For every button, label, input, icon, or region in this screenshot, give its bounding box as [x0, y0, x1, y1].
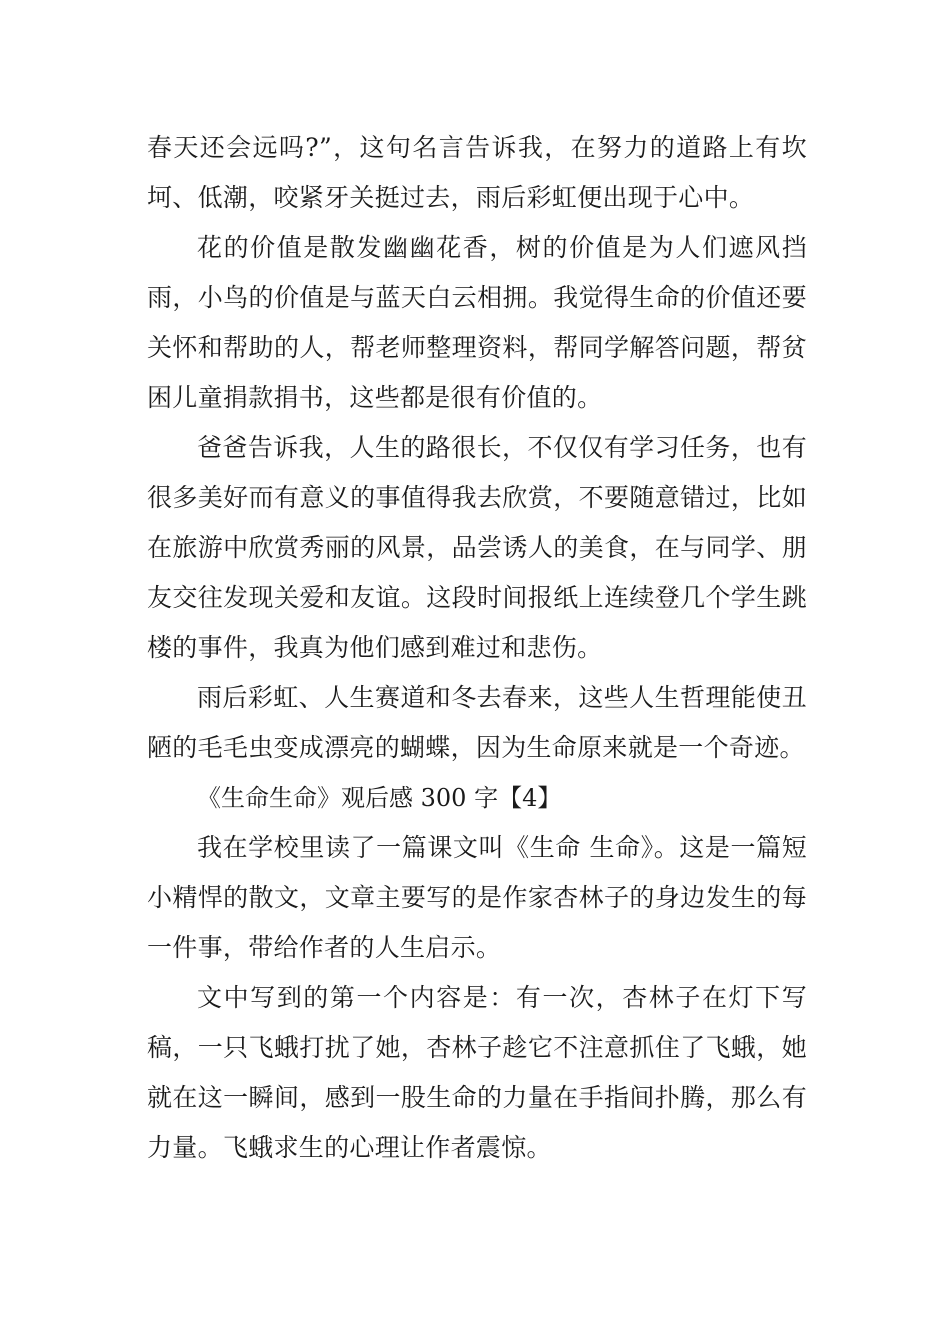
paragraph-life-miracle: 雨后彩虹、人生赛道和冬去春来，这些人生哲理能使丑陋的毛毛虫变成漂亮的蝴蝶，因为生命原来就是一个奇迹。	[147, 683, 807, 762]
section-heading: 《生命生命》观后感 300 字【4】	[197, 784, 562, 812]
paragraph-continuation: 春天还会远吗?”，这句名言告诉我，在努力的道路上有坎坷、低潮，咬紧牙关挺过去，雨后彩虹便出现于心中。	[147, 133, 807, 212]
paragraph-father-advice: 爸爸告诉我，人生的路很长，不仅仅有学习任务，也有很多美好而有意义的事值得我去欣赏，不要随意错过，比如在旅游中欣赏秀丽的风景，品尝诱人的美食，在与同学、朋友交往发现关爱和友谊。这段时间报纸上连续登几个学生跳楼的事件，我真为他们感到难过和悲伤。	[147, 433, 807, 662]
paragraph-value-of-life: 花的价值是散发幽幽花香，树的价值是为人们遮风挡雨，小鸟的价值是与蓝天白云相拥。我觉得生命的价值还要关怀和帮助的人，帮老师整理资料，帮同学解答问题，帮贫困儿童捐款捐书，这些都是很有价值的。	[147, 233, 807, 412]
paragraph-moth-story: 文中写到的第一个内容是：有一次，杏林子在灯下写稿，一只飞蛾打扰了她，杏林子趁它不注意抓住了飞蛾，她就在这一瞬间，感到一股生命的力量在手指间扑腾，那么有力量。飞蛾求生的心理让作者震惊。	[147, 983, 807, 1162]
paragraph-reading-lesson: 我在学校里读了一篇课文叫《生命 生命》。这是一篇短小精悍的散文，文章主要写的是作家杏林子的身边发生的每一件事，带给作者的人生启示。	[147, 833, 807, 962]
document-body	[147, 123, 807, 1173]
